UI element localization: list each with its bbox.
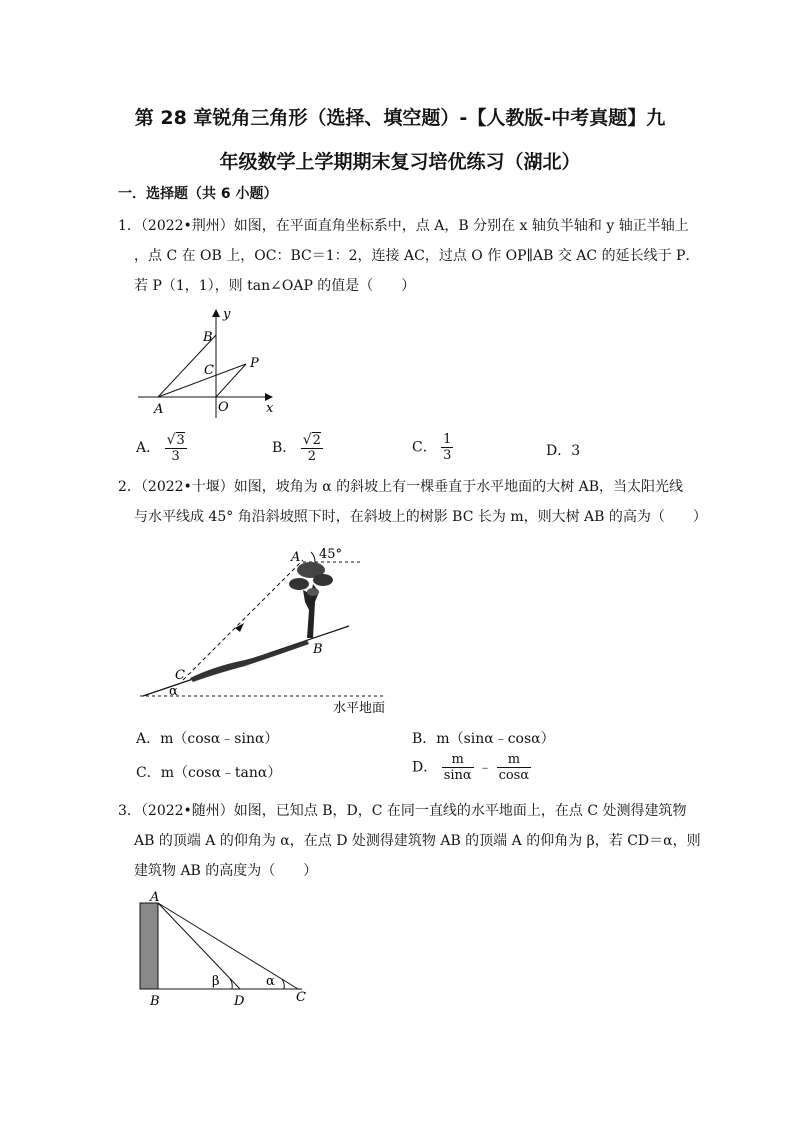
q3-label-alpha: α [266,974,275,989]
q1-option-a-denominator: 3 [171,449,180,464]
q2-ray-arrow-icon [235,623,244,632]
q2-line-1: 2．（2022•十堰）如图，坡角为 α 的斜坡上有一棵垂直于水平地面的大树 AB，当太阳光线 [118,479,683,495]
q3-building [140,903,158,989]
q2-label-45: 45° [319,547,343,562]
q1-label-y: y [223,307,231,322]
title-line-1: 第 28 章锐角三角形（选择、填空题）-【人教版-中考真题】九 [134,107,666,129]
tree-icon [289,562,333,638]
q1-label-A: A [154,402,164,417]
q2-label-alpha: α [169,684,178,699]
q2-option-d-label: D． [412,759,438,776]
q1-option-b-radicand: 2 [312,433,321,448]
q1-line-OP [216,364,246,397]
q1-option-c-fraction [441,432,453,463]
q3-line-3: 建筑物 AB 的高度为（ ） [134,863,318,879]
q1-option-b-label: B． [272,440,297,456]
q2-option-d-denominator-2: cosα [498,768,530,783]
q1-option-c-label: C． [412,439,437,456]
q2-option-d-minus: ﹣ [478,759,493,776]
q1-option-b [272,432,323,464]
q1-label-C: C [204,363,214,378]
q1-option-c-numerator: 1 [443,432,452,447]
q2-option-d-numerator-1: m [442,752,474,768]
q2-line-2: 与水平线成 45° 角沿斜坡照下时，在斜坡上的树影 BC 长为 m，则大树 AB 的高为（ ） [134,509,707,525]
q2-figure [135,540,405,720]
q3-line-1: 3．（2022•随州）如图，已知点 B，D，C 在同一直线的水平地面上，在点 C 处测得建筑物 [118,803,687,819]
q3-label-C: C [296,990,306,1005]
q1-option-a-label: A． [136,440,161,456]
q3-figure [130,885,320,1010]
q1-option-b-denominator: 2 [307,449,316,464]
q1-option-a-radicand: 3 [176,433,185,448]
q1-line-AP [158,364,246,397]
title-line-2: 年级数学上学期期末复习培优练习（湖北） [219,151,581,173]
q3-label-B: B [150,994,160,1009]
q1-line-1: 1．（2022•荆州）如图，在平面直角坐标系中，点 A，B 分别在 x 轴负半轴和 y 轴正半轴上 [118,218,689,234]
q1-label-P: P [250,356,259,371]
section-heading: 一．选择题（共 6 小题） [118,186,278,202]
q2-option-d-fraction-2 [497,752,532,783]
q1-line-3: 若 P（1，1），则 tan∠OAP 的值是（ ） [134,278,416,294]
q1-option-a-fraction: $\frac{√3}{3}$ [166,432,185,464]
q2-option-d-denominator-1: sinα [443,768,472,783]
q1-line-2: ，点 C 在 OB 上，OC：BC＝1：2，连接 AC，过点 O 作 OP∥AB 交 AC 的延长线于 P． [134,248,700,264]
q2-option-b: B．m（sinα﹣cosα） [412,731,555,747]
q2-option-d-numerator-2: m [497,752,532,768]
q2-option-a: A．m（cosα﹣sinα） [136,731,279,747]
q2-label-B: B [313,642,323,657]
q1-option-d: D．3 [546,443,581,459]
q3-label-A: A [150,890,160,905]
q1-option-b-fraction: $\frac{√2}{2}$ [302,432,321,464]
q3-line-2: AB 的顶端 A 的仰角为 α，在点 D 处测得建筑物 AB 的顶端 A 的仰角为 β，若 CD＝α，则 [134,833,701,849]
q2-option-d-fraction-1 [442,752,474,783]
q3-label-beta: β [212,974,220,989]
q1-option-c-denominator: 3 [443,448,452,463]
q3-label-D: D [234,994,245,1009]
q2-option-c: C．m（cosα﹣tanα） [136,765,282,781]
q2-option-d [412,752,531,783]
q1-label-x: x [266,401,274,416]
q1-figure [130,300,290,425]
q2-label-ground: 水平地面 [333,701,386,716]
tree-shadow-icon [190,640,309,682]
q2-label-A: A [291,550,301,565]
q1-label-O: O [218,400,229,415]
q1-label-B: B [203,330,213,345]
q1-option-a [136,432,187,464]
q2-angle-45-arc [311,552,315,562]
q2-label-C: C [175,668,185,683]
q1-option-c [412,432,453,463]
